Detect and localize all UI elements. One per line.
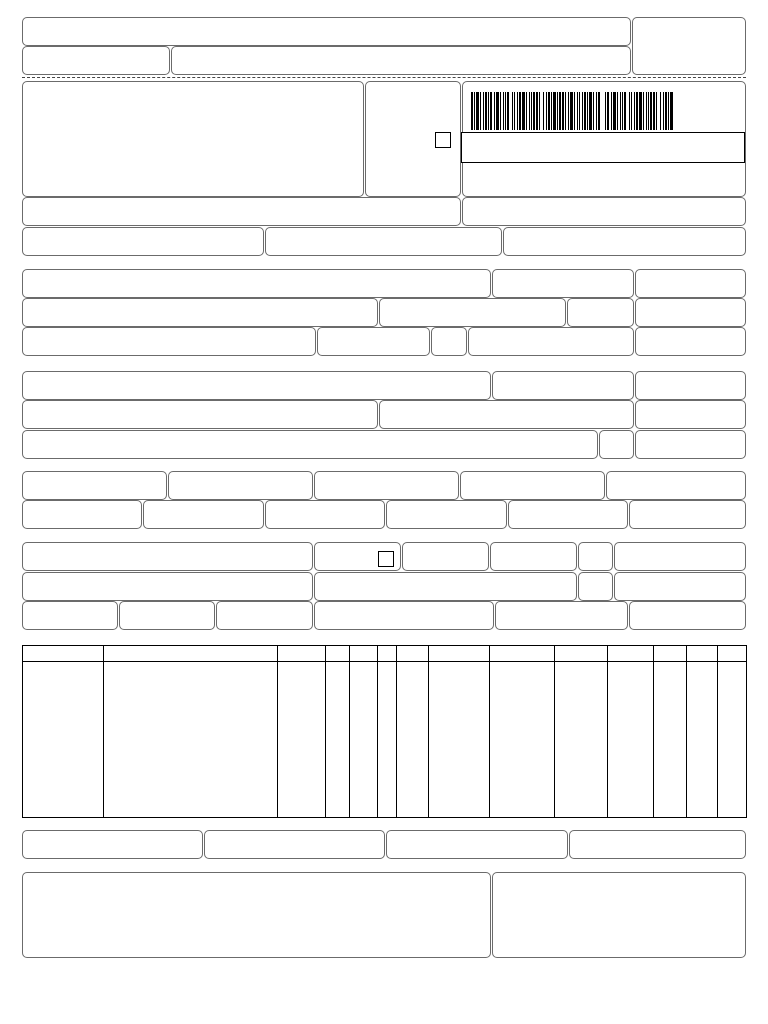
items-table-column-divider [396,646,397,817]
issqn-base-box [386,830,568,859]
cnpj-box [503,227,746,256]
carrier-cnpj-box [614,542,746,571]
party-extra-box-2 [635,400,746,429]
barcode [471,92,671,130]
issue-date-box [635,269,746,298]
issuer-box [22,81,364,197]
tax-box-2 [168,471,313,500]
items-table-column-divider [686,646,687,817]
receipt-number-box [632,17,746,75]
party-district-box [379,400,634,429]
vehicle-plate-box [490,542,577,571]
items-table-column-divider [554,646,555,817]
receipt-date-box [22,46,170,75]
carrier-name-box [22,542,313,571]
exit-time-box [635,327,746,356]
items-table-column-divider [607,646,608,817]
service-total-box [204,830,385,859]
items-table-header-divider [23,661,746,662]
state-registration-box [22,227,264,256]
authorization-protocol-box [462,197,746,226]
tax-box-10 [508,500,628,529]
recipient-cnpj-box [492,269,634,298]
party-name-box [22,371,491,400]
tax-box-7 [143,500,264,529]
municipal-registration-box [22,830,203,859]
additional-info-box [22,872,491,958]
recipient-name-box [22,269,491,298]
items-table-column-divider [377,646,378,817]
tax-box-4 [460,471,605,500]
carrier-ie-box [614,572,746,601]
nature-of-operation-box [22,197,461,226]
carrier-address-box [22,572,313,601]
recipient-phone-box [317,327,430,356]
carrier-city-box [314,572,577,601]
tax-box-1 [22,471,167,500]
items-table-column-divider [349,646,350,817]
party-extra-box-3 [635,430,746,459]
reserved-box [492,872,746,958]
tax-box-11 [629,500,746,529]
items-table-column-divider [489,646,490,817]
access-key-field[interactable] [461,132,745,163]
party-cnpj-box [492,371,634,400]
recipient-address-box [22,298,378,327]
volume-species-box [119,601,215,630]
items-table-column-divider [717,646,718,817]
exit-date-box [635,298,746,327]
receipt-box [22,17,631,46]
items-table-column-divider [103,646,104,817]
volume-quantity-box [22,601,118,630]
volume-brand-box [216,601,313,630]
recipient-district-box [379,298,566,327]
party-city-box [22,430,598,459]
gross-weight-box [495,601,628,630]
items-table [22,645,747,818]
tax-box-5 [606,471,746,500]
party-state-box [599,430,634,459]
recipient-city-box [22,327,316,356]
tax-box-6 [22,500,142,529]
recipient-ie-box [468,327,634,356]
items-table-column-divider [325,646,326,817]
carrier-state-box [578,572,613,601]
recipient-state-box [431,327,467,356]
volume-numbering-box [314,601,494,630]
party-extra-box-1 [635,371,746,400]
cut-line [22,77,746,78]
recipient-zip-box [567,298,634,327]
party-address-box [22,400,378,429]
items-table-column-divider [277,646,278,817]
items-table-column-divider [653,646,654,817]
net-weight-box [629,601,746,630]
tax-box-9 [386,500,507,529]
items-table-column-divider [428,646,429,817]
freight-checkbox[interactable] [378,551,394,567]
vehicle-state-box [578,542,613,571]
issqn-value-box [569,830,746,859]
antt-code-box [402,542,489,571]
substitute-registration-box [265,227,502,256]
tax-box-3 [314,471,459,500]
tax-box-8 [265,500,385,529]
operation-type-checkbox[interactable] [435,132,451,148]
receipt-signature-box [171,46,631,75]
